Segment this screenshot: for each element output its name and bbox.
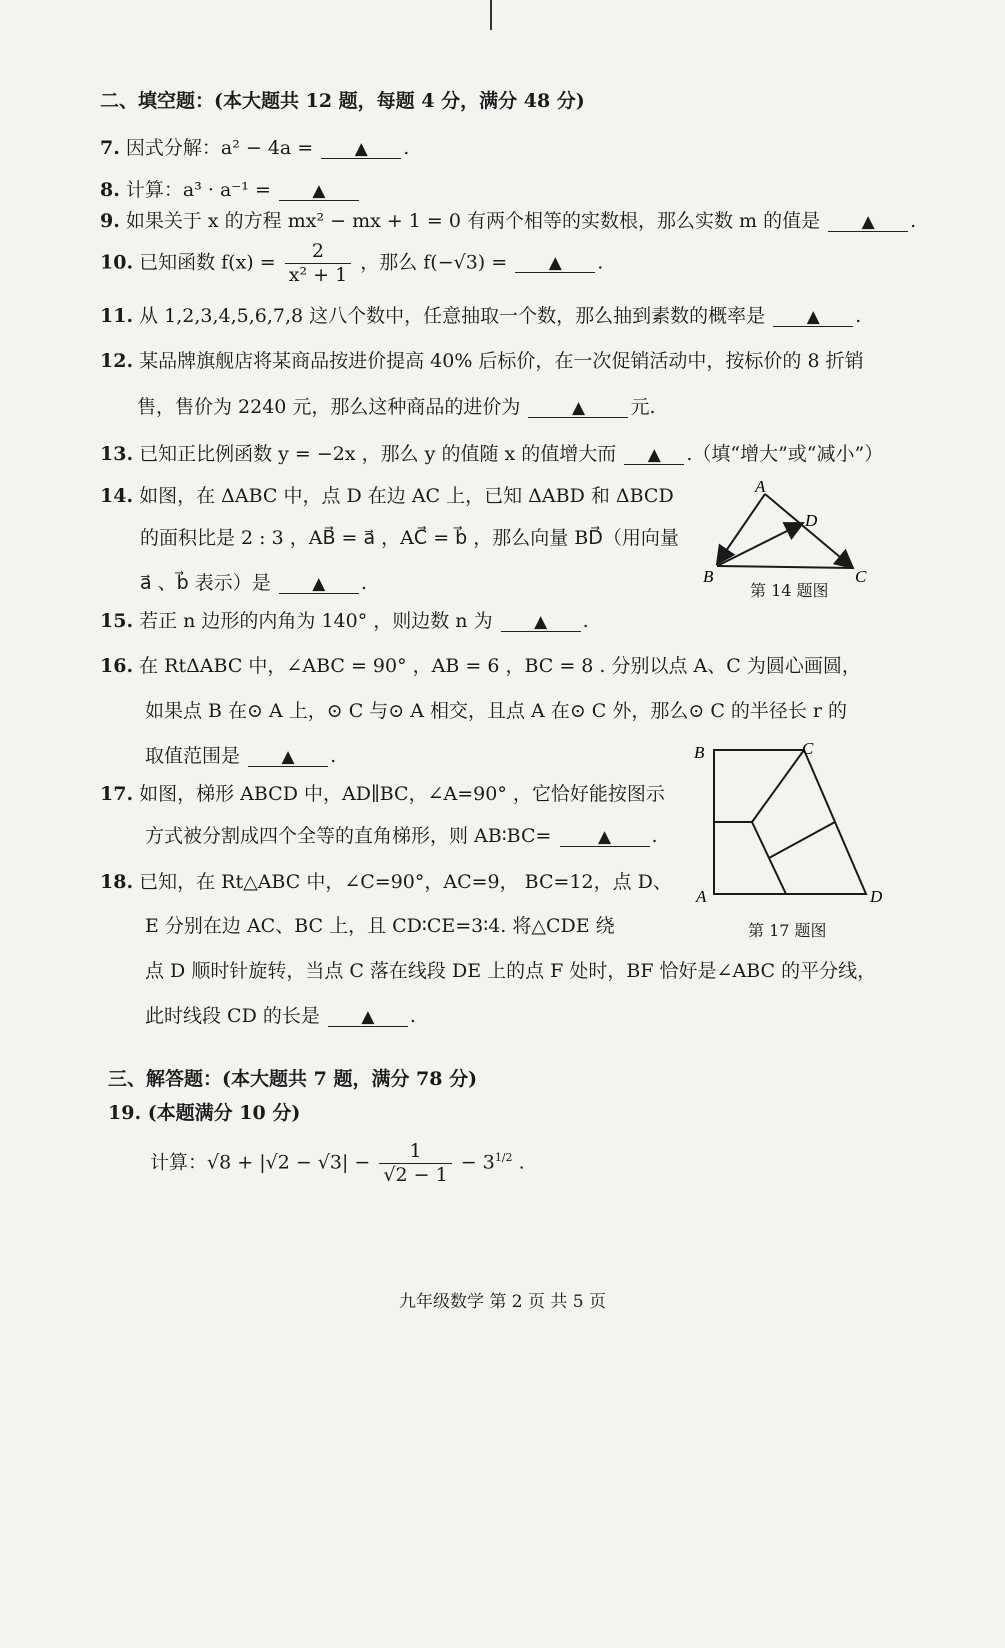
expression-pre: 计算：√8 + |√2 − √3| −: [150, 1151, 371, 1174]
label-d: D: [805, 511, 818, 530]
question-end: .: [330, 745, 337, 767]
answer-blank[interactable]: [328, 1007, 408, 1027]
question-end: .: [582, 610, 589, 632]
figure-17-trapezoid: [690, 738, 890, 913]
question-19-expression: [150, 1140, 525, 1187]
question-7: [100, 137, 409, 160]
question-number: 13.: [100, 443, 134, 465]
question-text: 若正 n 边形的内角为 140° ，则边数 n 为: [139, 610, 493, 632]
label-d: D: [870, 887, 883, 906]
answer-blank[interactable]: [624, 445, 684, 465]
question-number: 18.: [100, 871, 134, 893]
blank-marker: ▲: [806, 307, 820, 327]
question-19-header: [108, 1102, 300, 1125]
label-b: B: [703, 567, 714, 586]
question-text-post: ，那么 f(−√3) =: [360, 251, 508, 274]
question-end: .: [403, 137, 410, 159]
question-text: 此时线段 CD 的长是: [145, 1005, 320, 1027]
question-14-line-1: [100, 485, 674, 508]
figure-14-triangle: [695, 478, 880, 588]
question-end: .: [910, 210, 917, 232]
label-b: B: [694, 743, 705, 762]
question-text: 在 RtΔABC 中，∠ABC = 90° ，AB = 6 ，BC = 8 . 分别以点 A、C 为圆心画圆，: [139, 655, 861, 677]
question-number: 7.: [100, 137, 120, 159]
question-text: 如图，梯形 ABCD 中，AD∥BC，∠A=90° ，它恰好能按图示: [139, 783, 665, 805]
answer-blank[interactable]: [279, 181, 359, 201]
question-16-line-2: 如果点 B 在⊙ A 上，⊙ C 与⊙ A 相交，且点 A 在⊙ C 外，那么⊙ C 的半径长 r 的: [145, 700, 848, 722]
question-16-line-3: [145, 745, 336, 768]
question-text: 已知正比例函数 y = −2x ，那么 y 的值随 x 的值增大而: [139, 443, 617, 465]
question-text: 如图，在 ΔABC 中，点 D 在边 AC 上，已知 ΔABD 和 ΔBCD: [139, 485, 674, 507]
blank-marker: ▲: [534, 612, 548, 632]
section-2-heading: 二、填空题：(本大题共 12 题，每题 4 分，满分 48 分): [100, 90, 585, 112]
question-text: 从 1,2,3,4,5,6,7,8 这八个数中，任意抽取一个数，那么抽到素数的概率是: [139, 305, 766, 327]
question-17-line-2: [145, 825, 658, 848]
figure-17-caption: 第 17 题图: [748, 921, 827, 940]
question-end: .: [855, 305, 862, 327]
blank-marker: ▲: [312, 574, 326, 594]
label-c: C: [855, 567, 867, 586]
question-number: 19.: [108, 1102, 142, 1124]
question-18-line-3: 点 D 顺时针旋转，当点 C 落在线段 DE 上的点 F 处时，BF 恰好是∠ABC 的平分线，: [145, 960, 877, 982]
blank-marker: ▲: [571, 398, 586, 418]
question-18-line-2: E 分别在边 AC、BC 上，且 CD∶CE=3∶4. 将△CDE 绕: [145, 915, 615, 937]
question-15: [100, 610, 589, 633]
fraction: [285, 240, 351, 287]
label-c: C: [802, 739, 814, 758]
question-12-line-1: [100, 350, 864, 373]
question-text: a⃗ 、b⃗ 表示）是: [140, 572, 271, 594]
fraction-denominator: x² + 1: [288, 263, 348, 286]
label-a: A: [696, 887, 707, 906]
question-12-line-2: [137, 396, 656, 419]
binding-mark: [490, 0, 492, 30]
exponent: 1/2: [494, 1150, 513, 1164]
blank-marker: ▲: [548, 253, 562, 274]
figure-14-caption: 第 14 题图: [750, 581, 829, 600]
question-14-line-3: [140, 572, 367, 595]
fraction-numerator: 1: [379, 1140, 451, 1164]
question-end: .（填“增大”或“减小”）: [686, 443, 884, 465]
question-number: 15.: [100, 610, 134, 632]
question-number: 8.: [100, 179, 120, 201]
question-end: .: [409, 1005, 416, 1027]
question-number: 14.: [100, 485, 134, 507]
question-score-note: (本题满分 10 分): [147, 1102, 301, 1124]
expression-post: − 3: [460, 1151, 495, 1174]
answer-blank[interactable]: [501, 612, 581, 632]
answer-blank[interactable]: [560, 827, 650, 847]
side-ac: [765, 494, 853, 568]
question-number: 10.: [100, 251, 134, 274]
question-end: 元.: [630, 396, 656, 418]
question-13: [100, 443, 883, 466]
question-text: 因式分解：a² − 4a =: [125, 137, 314, 159]
answer-blank[interactable]: [321, 139, 401, 159]
fraction-numerator: 2: [285, 240, 351, 264]
answer-blank[interactable]: [828, 212, 908, 232]
blank-marker: ▲: [361, 1007, 375, 1027]
question-14-line-2: 的面积比是 2 : 3 ，AB⃗ = a⃗ ，AC⃗ = b⃗ ，那么向量 BD⃗（用向量: [140, 527, 679, 549]
question-text: 如果关于 x 的方程 mx² − mx + 1 = 0 有两个相等的实数根，那么实数 m 的值是: [125, 210, 821, 232]
answer-blank[interactable]: [773, 307, 853, 327]
page-footer: 九年级数学 第 2 页 共 5 页: [398, 1292, 607, 1312]
blank-marker: ▲: [354, 139, 368, 159]
question-number: 16.: [100, 655, 134, 677]
question-end: .: [597, 251, 604, 274]
question-number: 12.: [100, 350, 134, 372]
question-number: 9.: [100, 210, 120, 232]
question-end: .: [360, 572, 367, 594]
question-9: [100, 210, 916, 233]
fraction-denominator: √2 − 1: [383, 1163, 448, 1186]
question-10: [100, 240, 603, 287]
question-text: 售，售价为 2240 元，那么这种商品的进价为: [137, 396, 521, 418]
blank-marker: ▲: [281, 747, 295, 767]
question-text: 已知，在 Rt△ABC 中，∠C=90°，AC=9， BC=12，点 D、: [139, 871, 672, 893]
question-number: 17.: [100, 783, 134, 805]
question-8: [100, 179, 361, 202]
blank-marker: ▲: [647, 445, 661, 465]
question-17-line-1: [100, 783, 665, 806]
question-text: 取值范围是: [145, 745, 241, 767]
answer-blank[interactable]: [515, 253, 595, 273]
fraction: [379, 1140, 451, 1187]
section-3-heading: 三、解答题：(本大题共 7 题，满分 78 分): [108, 1068, 478, 1090]
blank-marker: ▲: [861, 212, 875, 232]
question-text: 方式被分割成四个全等的直角梯形，则 AB∶BC=: [145, 825, 552, 847]
divider-top: [752, 750, 804, 822]
question-18-line-4: [145, 1005, 416, 1028]
question-number: 11.: [100, 305, 134, 327]
answer-blank[interactable]: [279, 574, 359, 594]
question-end: .: [651, 825, 658, 847]
blank-marker: ▲: [597, 827, 612, 847]
answer-blank[interactable]: [528, 398, 628, 418]
question-text: 计算：a³ · a⁻¹ =: [125, 179, 271, 201]
question-text: 某品牌旗舰店将某商品按进价提高 40% 后标价，在一次促销活动中，按标价的 8 折销: [139, 350, 864, 372]
divider-right: [769, 822, 835, 858]
question-11: [100, 305, 861, 328]
question-16-line-1: [100, 655, 861, 678]
side-bc: [717, 566, 853, 568]
question-text-pre: 已知函数 f(x) =: [139, 251, 276, 274]
question-18-line-1: [100, 871, 672, 894]
blank-marker: ▲: [312, 181, 326, 201]
answer-blank[interactable]: [248, 747, 328, 767]
label-a: A: [755, 478, 766, 496]
expression-end: .: [518, 1151, 525, 1174]
